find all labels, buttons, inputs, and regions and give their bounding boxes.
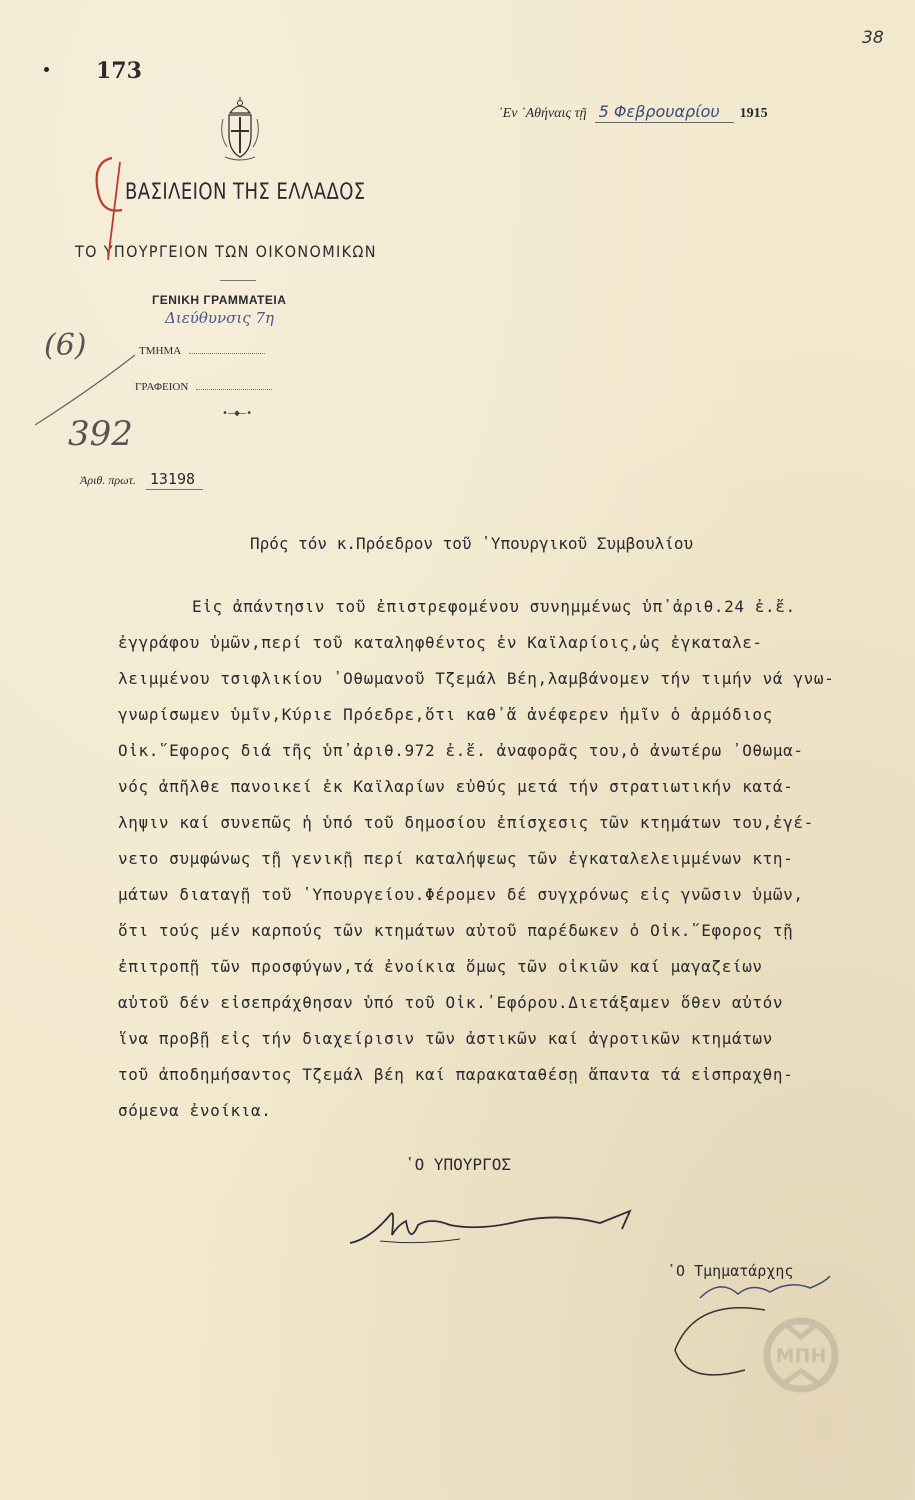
date-year: 1915 bbox=[739, 106, 768, 121]
pencil-paren-text: (6) bbox=[44, 328, 87, 363]
protocol-number: 13198 bbox=[146, 470, 203, 490]
office-label: ΓΡΑΦΕΙΟΝ bbox=[135, 381, 189, 393]
date-prefix: ᾿Εν ᾿Αθήναις τῇ bbox=[498, 106, 587, 121]
divider bbox=[220, 280, 256, 281]
body-line: τοῦ ἀποδημήσαντος Τζεμάλ βέη καί παρακαταθέσῃ ἅπαντα τά εἰσπραχθη- bbox=[118, 1065, 794, 1084]
sheet-number: 173 bbox=[96, 58, 142, 84]
body-line: ἐγγράφου ὑμῶν,περί τοῦ καταληφθέντος ἐν Καϊλαρίοις,ὡς ἐγκαταλε- bbox=[118, 633, 763, 652]
royal-crest-icon bbox=[215, 95, 265, 165]
archive-stamp-icon bbox=[756, 1305, 846, 1405]
hole-punch-mark bbox=[44, 67, 49, 72]
body-line: ἵνα προβῇ εἰς τήν διαχείρισιν τῶν ἀστικῶν καί ἀγροτικῶν κτημάτων bbox=[118, 1029, 773, 1048]
protocol-field bbox=[80, 470, 203, 490]
page-number: 38 bbox=[862, 28, 884, 48]
stamp-text: ΜΠΗ bbox=[775, 1345, 827, 1367]
body-line: μάτων διαταγῇ τοῦ ῾Υπουργείου.Φέρομεν δέ συγχρόνως εἰς γνῶσιν ὑμῶν, bbox=[118, 885, 804, 904]
body-line: λειμμένου τσιφλικίου ᾿Οθωμανοῦ Τζεμάλ Βέη,λαμβάνομεν τήν τιμήν νά γνω- bbox=[118, 669, 835, 688]
body-line: ἐπιτροπῇ τῶν προσφύγων,τά ἐνοίκια ὅμως τῶν οἰκιῶν καί μαγαζείων bbox=[118, 957, 763, 976]
letterhead-ministry: ΤΟ ΥΠΟΥΡΓΕΙΟΝ ΤΩΝ ΟΙΚΟΝΟΜΙΚΩΝ bbox=[75, 242, 377, 261]
section-label: ΤΜΗΜΑ bbox=[139, 345, 182, 357]
red-pencil-annotation bbox=[30, 140, 160, 460]
minister-title: ῾Ο ΥΠΟΥΡΓΟΣ bbox=[405, 1155, 511, 1174]
body-line: σόμενα ἐνοίκια. bbox=[118, 1101, 272, 1120]
body-line: Οἰκ.῞Εφορος διά τῆς ὑπ᾿ἀριθ.972 ἐ.ἔ. ἀναφορᾶς του,ὁ ἀνωτέρω ᾿Οθωμα- bbox=[118, 741, 804, 760]
directorate-handwritten: Διεύθυνσις 7η bbox=[165, 309, 274, 327]
protocol-label: Ἀριθ. πρωτ. bbox=[80, 473, 136, 487]
section-head-title: ῾Ο Τμηματάρχης bbox=[667, 1262, 794, 1280]
minister-signature bbox=[340, 1195, 640, 1255]
general-secretariat: ΓΕΝΙΚΗ ΓΡΑΜΜΑΤΕΙΑ bbox=[152, 293, 287, 307]
date-line bbox=[498, 102, 768, 123]
body-line: ληψιν καί συνεπῶς ἡ ὑπό τοῦ δημοσίου ἐπίσχεσις τῶν κτημάτων του,ἐγέ- bbox=[118, 813, 814, 832]
pencil-number-text: 392 bbox=[68, 414, 133, 454]
body-line: ὅτι τούς μέν καρπούς τῶν κτημάτων αὐτοῦ παρέδωκεν ὁ Οἰκ.῞Εφορος τῇ bbox=[118, 921, 794, 940]
body-line: γνωρίσωμεν ὑμῖν,Κύριε Πρόεδρε,ὅτι καθ᾿ἅ ἀνέφερεν ἡμῖν ὁ ἁρμόδιος bbox=[118, 705, 773, 724]
body-line: αὐτοῦ δέν εἰσεπράχθησαν ὑπό τοῦ Οἰκ.᾿Εφόρου.Διετάξαμεν ὅθεν αὐτόν bbox=[118, 993, 784, 1012]
date-value: 5 Φεβρουαρίου bbox=[595, 102, 734, 123]
body-line: Εἰς ἀπάντησιν τοῦ ἐπιστρεφομένου συνημμένως ὑπ᾿ἀριθ.24 ἐ.ἔ. bbox=[192, 597, 796, 616]
recipient-line: Πρός τόν κ.Πρόεδρον τοῦ ῾Υπουργικοῦ Συμβουλίου bbox=[250, 534, 694, 553]
letterhead-kingdom: ΒΑΣΙΛΕΙΟΝ ΤΗΣ ΕΛΛΑΔΟΣ bbox=[125, 180, 366, 205]
body-line: νετο συμφώνως τῇ γενικῇ περί καταλήψεως τῶν ἐγκαταλελειμμένων κτη- bbox=[118, 849, 794, 868]
ornament-divider: •—◆—• bbox=[222, 408, 253, 419]
body-line: νός ἀπῆλθε πανοικεί ἐκ Καϊλαρίων εὐθύς μετά τήν στρατιωτικήν κατά- bbox=[118, 777, 794, 796]
